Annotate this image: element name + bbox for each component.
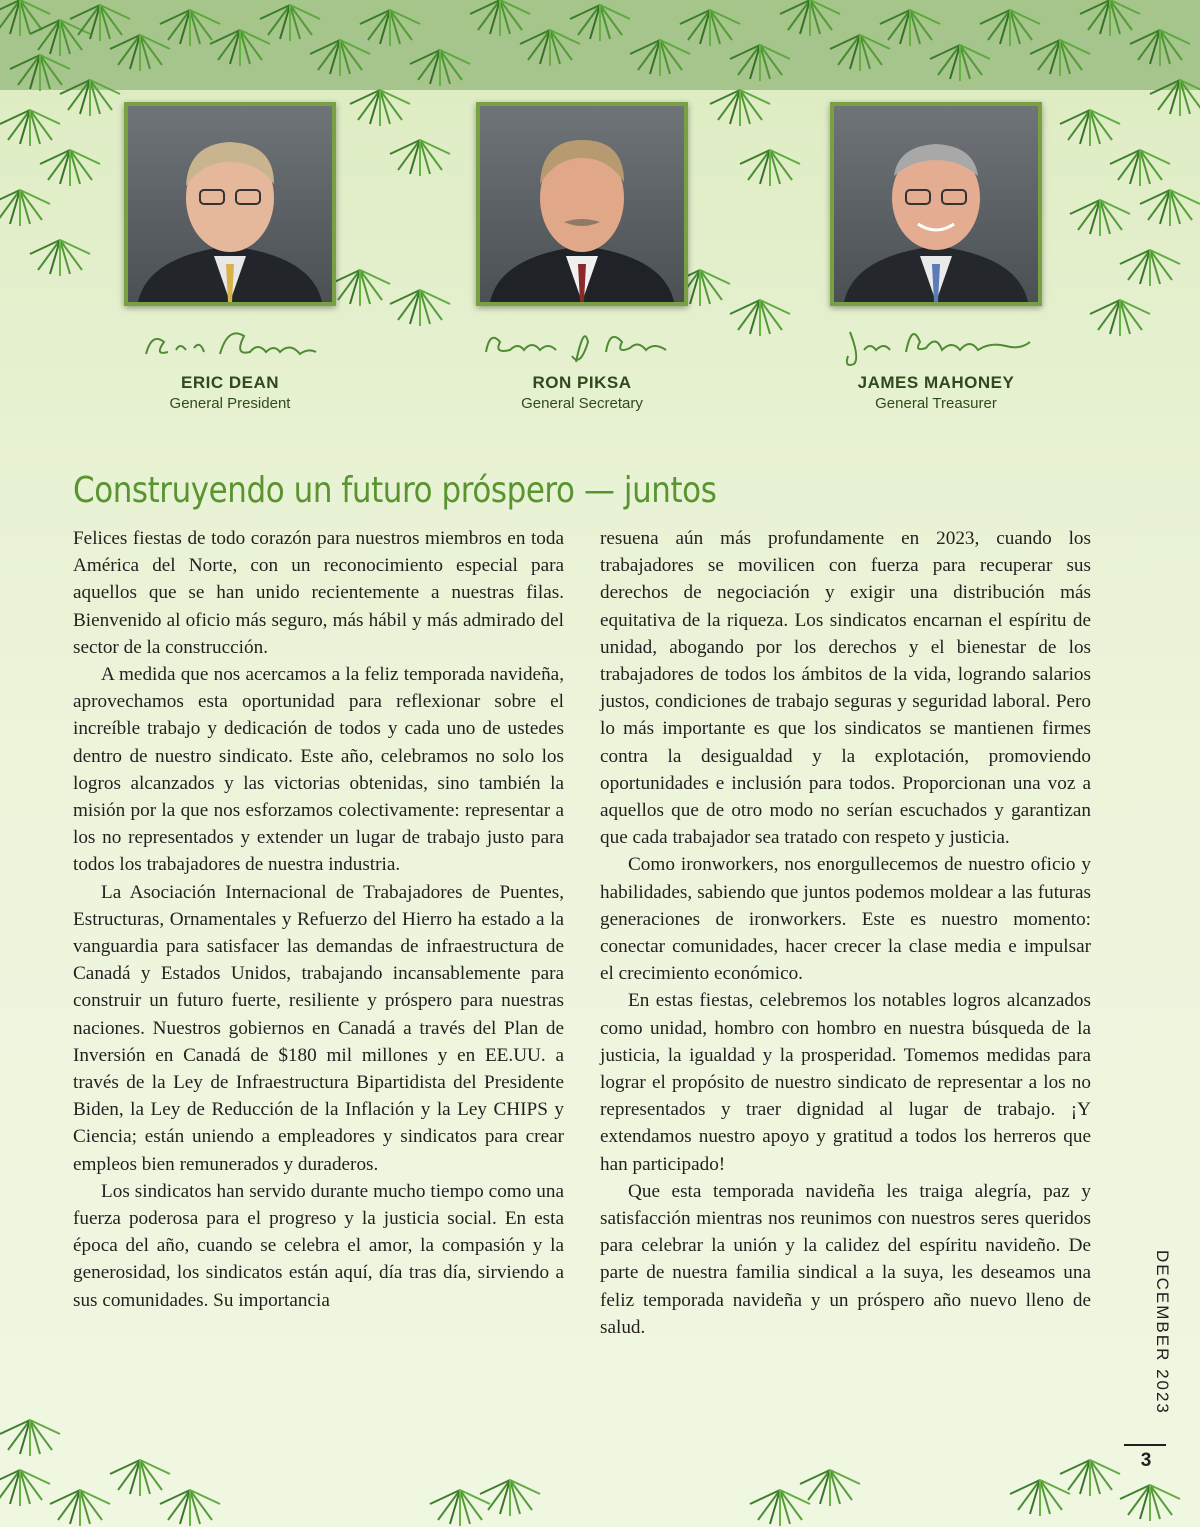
leader-title: General Treasurer <box>875 395 997 412</box>
signature-image <box>476 312 688 374</box>
leader-eric-dean <box>124 102 336 412</box>
leader-james-mahoney <box>830 102 1042 412</box>
page-number: 3 <box>1140 1450 1152 1471</box>
article-paragraph: Los sindicatos han servido durante mucho tiempo como una fuerza poderosa para el progreso y la justicia social. En esta época del año, cuando se celebra el amor, la compasión y la generosidad, los sindicatos están aquí, día tras día, sirviendo a sus comunidades. Su importancia <box>73 1180 564 1311</box>
article-paragraph: Como ironworkers, nos enorgullecemos de nuestro oficio y habilidades, sabiendo que juntos podemos moldear a las futuras generaciones de ironworkers. Este es nuestro momento: conectar comunidades, hacer crecer la clase media e impulsar el crecimiento económico. <box>600 854 1091 985</box>
article-headline: Construyendo un futuro próspero — juntos <box>73 470 717 511</box>
article-paragraph: Que esta temporada navideña les traiga alegría, paz y satisfacción mientras nos reunimos con nuestros seres queridos para celebrar la unión y la calidez del espíritu navideño. De parte de nuestra familia sindical a la suya, les deseamos una feliz temporada navideña y un próspero año nuevo lleno de salud. <box>600 1180 1091 1338</box>
portrait-photo <box>830 102 1042 306</box>
leader-title: General Secretary <box>521 395 643 412</box>
leader-title: General President <box>169 395 291 412</box>
article-column-right <box>600 525 1091 1341</box>
leader-name: RON PIKSA <box>532 373 632 392</box>
article-paragraph: resuena aún más profundamente en 2023, cuando los trabajadores se movilicen con fuerza para recuperar sus derechos de negociación y exigir una distribución más equitativa de la riqueza. Los sindicatos encarnan el espíritu de unidad, abogando por los derechos y el bienestar de los trabajadores de todos los ámbitos de la vida, logrando salarios justos, condiciones de trabajo seguras y seguridad laboral. Pero lo más importante es que los sindicatos se mantienen firmes contra la desigualdad y la explotación, promoviendo oportunidades e inclusión para todos. Proporcionan una voz a aquellos que de otro modo no serían escuchados y garantizan que cada trabajador sea tratado con respeto y justicia. <box>600 528 1091 849</box>
article-column-left <box>73 525 564 1314</box>
page-number-rule <box>1124 1444 1166 1446</box>
issue-date: DECEMBER 2023 <box>1153 1250 1172 1415</box>
signature-image <box>830 312 1042 374</box>
article-paragraph: En estas fiestas, celebremos los notables logros alcanzados como unidad, hombro con hombro en nuestra búsqueda de la justicia, la igualdad y la prosperidad. Tomemos medidas para lograr el propósito de nuestro sindicato de representar a los no representados y traer dignidad al lugar de trabajo. ¡Y extendamos nuestro apoyo y gratitud a todos los herreros que han participado! <box>600 990 1091 1175</box>
leader-name: ERIC DEAN <box>180 373 279 392</box>
leader-ron-piksa <box>476 102 688 412</box>
leader-name: JAMES MAHONEY <box>857 373 1015 392</box>
portrait-photo <box>124 102 336 306</box>
signature-image <box>124 312 336 374</box>
article-paragraph: Felices fiestas de todo corazón para nuestros miembros en toda América del Norte, con un reconocimiento especial para aquellos que se han unido recientemente a nuestras filas. Bienvenido al oficio más seguro, más hábil y más admirado del sector de la construcción. <box>73 528 564 658</box>
article-paragraph: A medida que nos acercamos a la feliz temporada navideña, aprovechamos esta oportunidad para reflexionar sobre el increíble trabajo y dedicación de todos y cada uno de ustedes dentro de nuestro sindicato. Este año, celebramos no solo los logros alcanzados y las victorias obtenidas, sino también la misión por la que nos esforzamos colectivamente: representar a los no representados y extender un lugar de trabajo justo para todos los trabajadores de nuestra industria. <box>73 664 564 876</box>
article-paragraph: La Asociación Internacional de Trabajadores de Puentes, Estructuras, Ornamentales y Refuerzo del Hierro ha estado a la vanguardia para satisfacer las demandas de infraestructura de Canadá y Estados Unidos, trabajando incansablemente para construir un futuro fuerte, resiliente y próspero para nuestras naciones. Nuestros gobiernos en Canadá a través del Plan de Inversión en Canadá de $180 mil millones y en EE.UU. a través de la Ley de Infraestructura Bipartidista del Presidente Biden, la Ley de Reducción de la Inflación y la Ley CHIPS y Ciencia; están uniendo a empleadores y sindicatos para crear empleos bien remunerados y duraderos. <box>73 881 564 1175</box>
portrait-photo <box>476 102 688 306</box>
